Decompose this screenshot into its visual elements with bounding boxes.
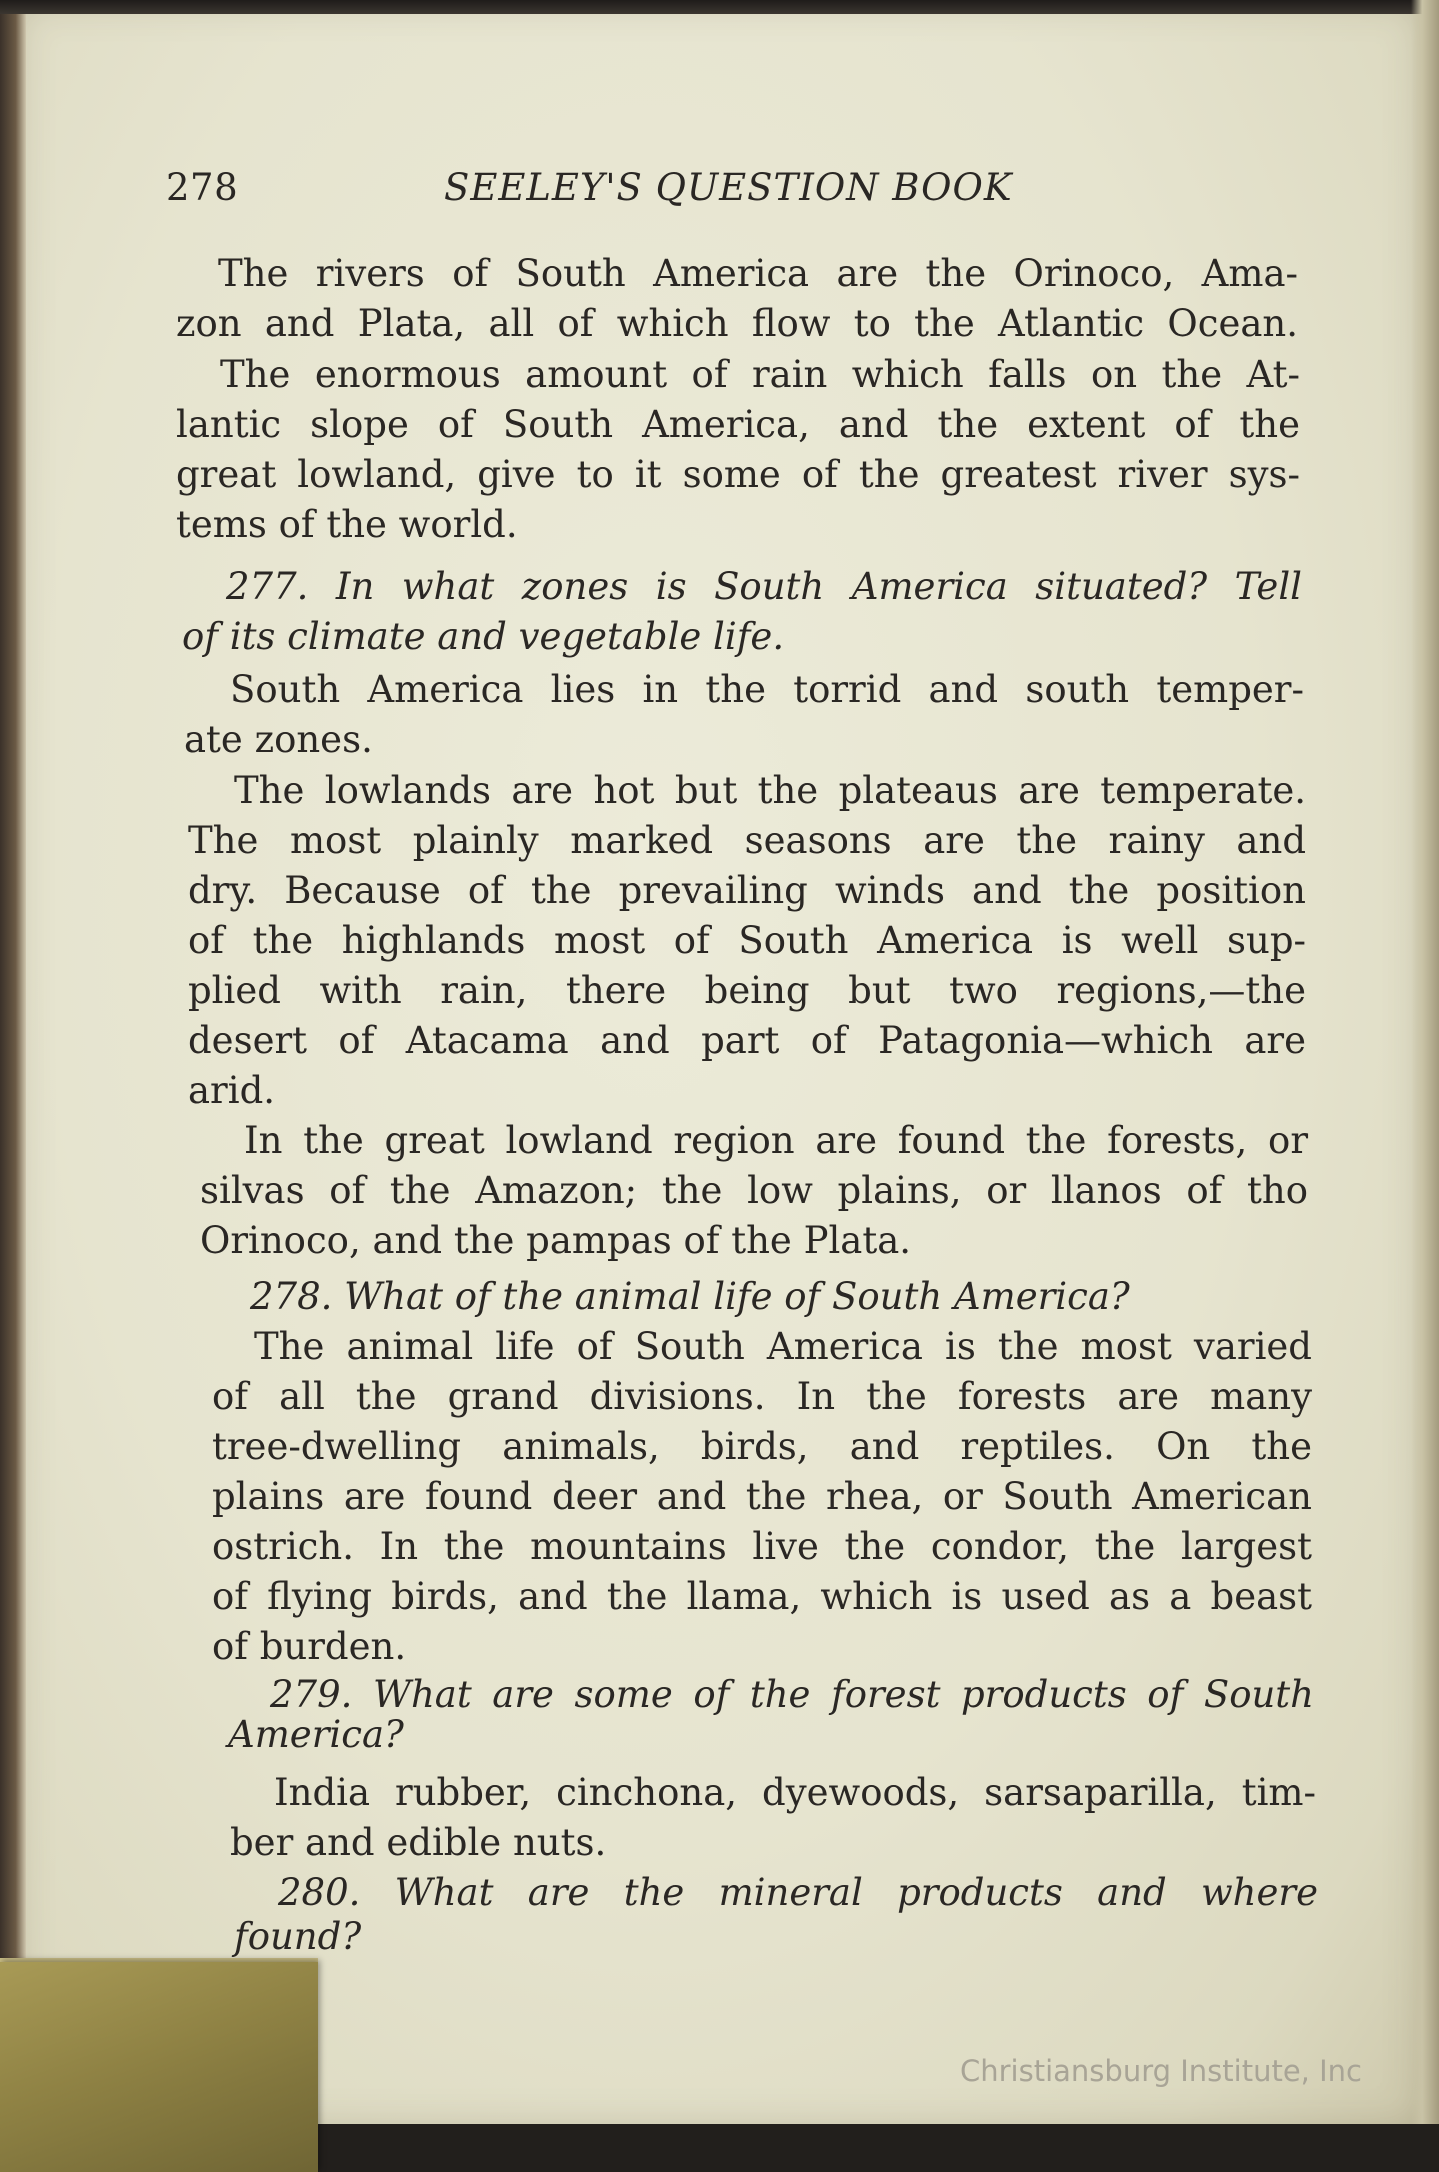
text-line: Orinoco, and the pampas of the Plata. xyxy=(200,1219,912,1262)
question-277 xyxy=(226,562,1302,612)
text-line: of all the grand divisions. In the forests are many xyxy=(212,1375,1312,1418)
question-line: 280. What are the mineral products and where xyxy=(278,1871,1318,1914)
question-line: 278. What of the animal life of South America? xyxy=(250,1275,1130,1318)
text-line: of burden. xyxy=(212,1625,407,1668)
paragraph-continuation xyxy=(200,1166,1308,1266)
text-line: In the great lowland region are found the forests, or xyxy=(244,1119,1308,1162)
text-line: lantic slope of South America, and the extent of the xyxy=(176,403,1300,446)
text-line: The enormous amount of rain which falls on the At- xyxy=(220,353,1300,396)
book-spine xyxy=(0,0,26,2172)
question-278 xyxy=(250,1272,1310,1322)
question-280 xyxy=(278,1868,1318,1918)
text-line: The rivers of South America are the Orinoco, Ama- xyxy=(218,252,1298,295)
running-title: SEELEY'S QUESTION BOOK xyxy=(444,166,1013,209)
paragraph xyxy=(274,1768,1316,1818)
text-line: plied with rain, there being but two regions,—the xyxy=(188,969,1306,1012)
text-line: plains are found deer and the rhea, or South American xyxy=(212,1475,1312,1518)
text-line: tree-dwelling animals, birds, and reptiles. On the xyxy=(212,1425,1312,1468)
paragraph xyxy=(230,665,1304,715)
paragraph xyxy=(234,766,1306,816)
question-line: 277. In what zones is South America situated? Tell xyxy=(226,565,1302,608)
right-page-edge xyxy=(1411,0,1439,2172)
paragraph xyxy=(254,1322,1312,1372)
text-line: tems of the world. xyxy=(176,503,518,546)
paragraph-continuation xyxy=(176,299,1298,349)
question-continuation xyxy=(234,1912,1318,1962)
question-continuation xyxy=(182,612,1302,662)
text-line: arid. xyxy=(188,1069,276,1112)
text-line: The most plainly marked seasons are the rainy and xyxy=(188,819,1306,862)
top-edge xyxy=(0,0,1439,14)
question-line: found? xyxy=(234,1915,362,1958)
text-line: of the highlands most of South America is well sup- xyxy=(188,919,1306,962)
question-line: America? xyxy=(228,1713,404,1756)
text-line: ostrich. In the mountains live the condor, the largest xyxy=(212,1525,1312,1568)
text-line: The animal life of South America is the most varied xyxy=(254,1325,1312,1368)
text-line: silvas of the Amazon; the low plains, or llanos of tho xyxy=(200,1169,1308,1212)
text-line: ber and edible nuts. xyxy=(230,1821,607,1864)
text-line: The lowlands are hot but the plateaus are temperate. xyxy=(234,769,1306,812)
page-number: 278 xyxy=(166,166,239,209)
text-line: dry. Because of the prevailing winds and the position xyxy=(188,869,1306,912)
paragraph-continuation xyxy=(212,1372,1312,1672)
text-line: South America lies in the torrid and south temper- xyxy=(230,668,1304,711)
paragraph xyxy=(218,249,1298,299)
paragraph-continuation xyxy=(230,1818,1316,1868)
question-continuation xyxy=(228,1710,1314,1760)
text-line: of flying birds, and the llama, which is used as a beast xyxy=(212,1575,1312,1618)
paragraph-continuation xyxy=(188,816,1306,1116)
text-line: great lowland, give to it some of the greatest river sys- xyxy=(176,453,1300,496)
watermark: Christiansburg Institute, Inc xyxy=(960,2054,1362,2088)
text-line: desert of Atacama and part of Patagonia—which are xyxy=(188,1019,1306,1062)
question-line: 279. What are some of the forest products of South xyxy=(270,1673,1314,1716)
paragraph xyxy=(244,1116,1308,1166)
text-line: zon and Plata, all of which flow to the Atlantic Ocean. xyxy=(176,302,1298,345)
paragraph xyxy=(220,350,1300,400)
text-line: India rubber, cinchona, dyewoods, sarsaparilla, tim- xyxy=(274,1771,1316,1814)
paragraph-continuation xyxy=(176,400,1300,550)
bookmark-card xyxy=(0,1962,318,2172)
question-line: of its climate and vegetable life. xyxy=(182,615,785,658)
text-line: ate zones. xyxy=(184,718,373,761)
paragraph-continuation xyxy=(184,715,1304,765)
